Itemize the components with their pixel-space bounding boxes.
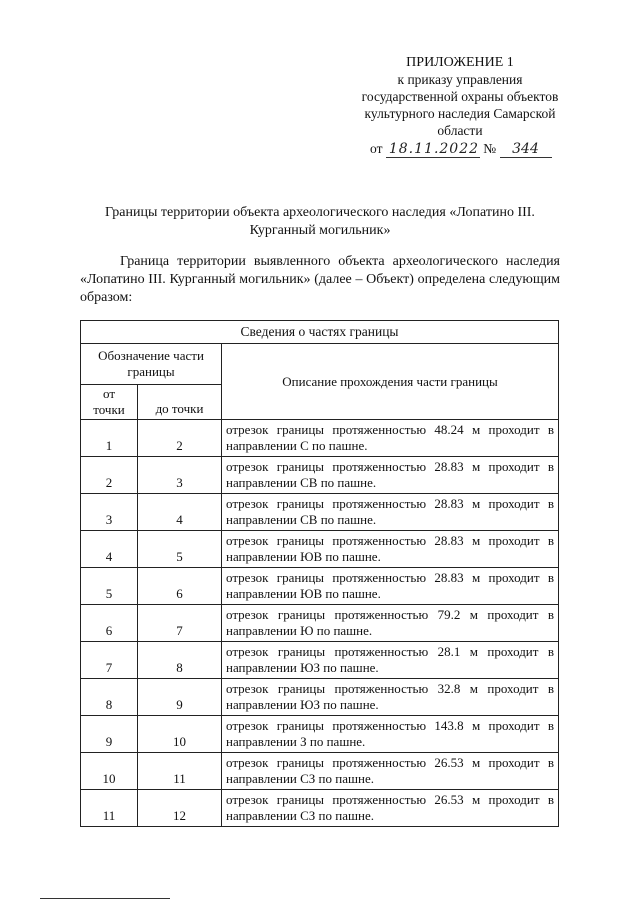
to-point-cell: 3 [138, 457, 222, 494]
description-cell: отрезок границы протяженностью 79.2 м проходит в направлении Ю по пашне. [222, 605, 559, 642]
appendix-line-2: государственной охраны объектов [361, 89, 559, 104]
to-point-header: до точки [138, 385, 222, 420]
table-row [81, 568, 559, 605]
number-prefix: № [483, 141, 497, 156]
table-caption: Сведения о частях границы [81, 321, 559, 344]
table-caption-row [81, 321, 559, 344]
table-row [81, 420, 559, 457]
from-point-header: от точки [81, 385, 138, 420]
from-point-cell: 4 [81, 531, 138, 568]
description-cell: отрезок границы протяженностью 26.53 м проходит в направлении СЗ по пашне. [222, 790, 559, 827]
table-row [81, 679, 559, 716]
appendix-line-3: культурного наследия Самарской [364, 106, 556, 121]
description-cell: отрезок границы протяженностью 28.83 м проходит в направлении СВ по пашне. [222, 494, 559, 531]
from-point-cell: 11 [81, 790, 138, 827]
handwritten-date: 18.11.2022 [386, 141, 480, 158]
table-row [81, 494, 559, 531]
table-header-row [81, 344, 559, 385]
table-row [81, 531, 559, 568]
document-title: Границы территории объекта археологического наследия «Лопатино III. Курганный могильник» [105, 205, 535, 238]
table-row [81, 642, 559, 679]
to-point-cell: 2 [138, 420, 222, 457]
to-point-cell: 12 [138, 790, 222, 827]
handwritten-number: 344 [500, 141, 552, 158]
to-point-cell: 7 [138, 605, 222, 642]
description-cell: отрезок границы протяженностью 28.1 м проходит в направлении ЮЗ по пашне. [222, 642, 559, 679]
footer-line [40, 898, 170, 899]
group-header: Обозначение части границы [81, 344, 222, 385]
appendix-line-4: области [437, 123, 483, 138]
table-row [81, 716, 559, 753]
from-point-cell: 10 [81, 753, 138, 790]
table-row [81, 605, 559, 642]
appendix-title: ПРИЛОЖЕНИЕ 1 [406, 55, 514, 70]
boundary-table [80, 320, 559, 827]
description-cell: отрезок границы протяженностью 32.8 м проходит в направлении ЮЗ по пашне. [222, 679, 559, 716]
from-point-cell: 3 [81, 494, 138, 531]
table-row [81, 753, 559, 790]
from-point-cell: 7 [81, 642, 138, 679]
description-cell: отрезок границы протяженностью 28.83 м проходит в направлении ЮВ по пашне. [222, 568, 559, 605]
description-cell: отрезок границы протяженностью 143.8 м проходит в направлении З по пашне. [222, 716, 559, 753]
from-point-cell: 1 [81, 420, 138, 457]
description-cell: отрезок границы протяженностью 28.83 м проходит в направлении ЮВ по пашне. [222, 531, 559, 568]
appendix-line-1: к приказу управления [397, 72, 523, 87]
description-header: Описание прохождения части границы [222, 344, 559, 420]
to-point-cell: 5 [138, 531, 222, 568]
to-point-cell: 10 [138, 716, 222, 753]
to-point-cell: 8 [138, 642, 222, 679]
description-cell: отрезок границы протяженностью 26.53 м проходит в направлении СЗ по пашне. [222, 753, 559, 790]
from-point-cell: 2 [81, 457, 138, 494]
description-cell: отрезок границы протяженностью 48.24 м проходит в направлении С по пашне. [222, 420, 559, 457]
table-row [81, 457, 559, 494]
table-row [81, 790, 559, 827]
from-point-cell: 9 [81, 716, 138, 753]
from-point-cell: 8 [81, 679, 138, 716]
to-point-cell: 4 [138, 494, 222, 531]
to-point-cell: 11 [138, 753, 222, 790]
to-point-cell: 9 [138, 679, 222, 716]
from-point-cell: 5 [81, 568, 138, 605]
appendix-header [350, 54, 570, 158]
intro-paragraph: Граница территории выявленного объекта археологического наследия «Лопатино III. Курганный могильник» (далее – Объект) определена следующим образом: [80, 254, 560, 305]
to-point-cell: 6 [138, 568, 222, 605]
from-point-cell: 6 [81, 605, 138, 642]
order-date-number [350, 140, 570, 158]
date-prefix: от [370, 141, 383, 156]
boundary-table-body [81, 321, 559, 827]
description-cell: отрезок границы протяженностью 28.83 м проходит в направлении СВ по пашне. [222, 457, 559, 494]
